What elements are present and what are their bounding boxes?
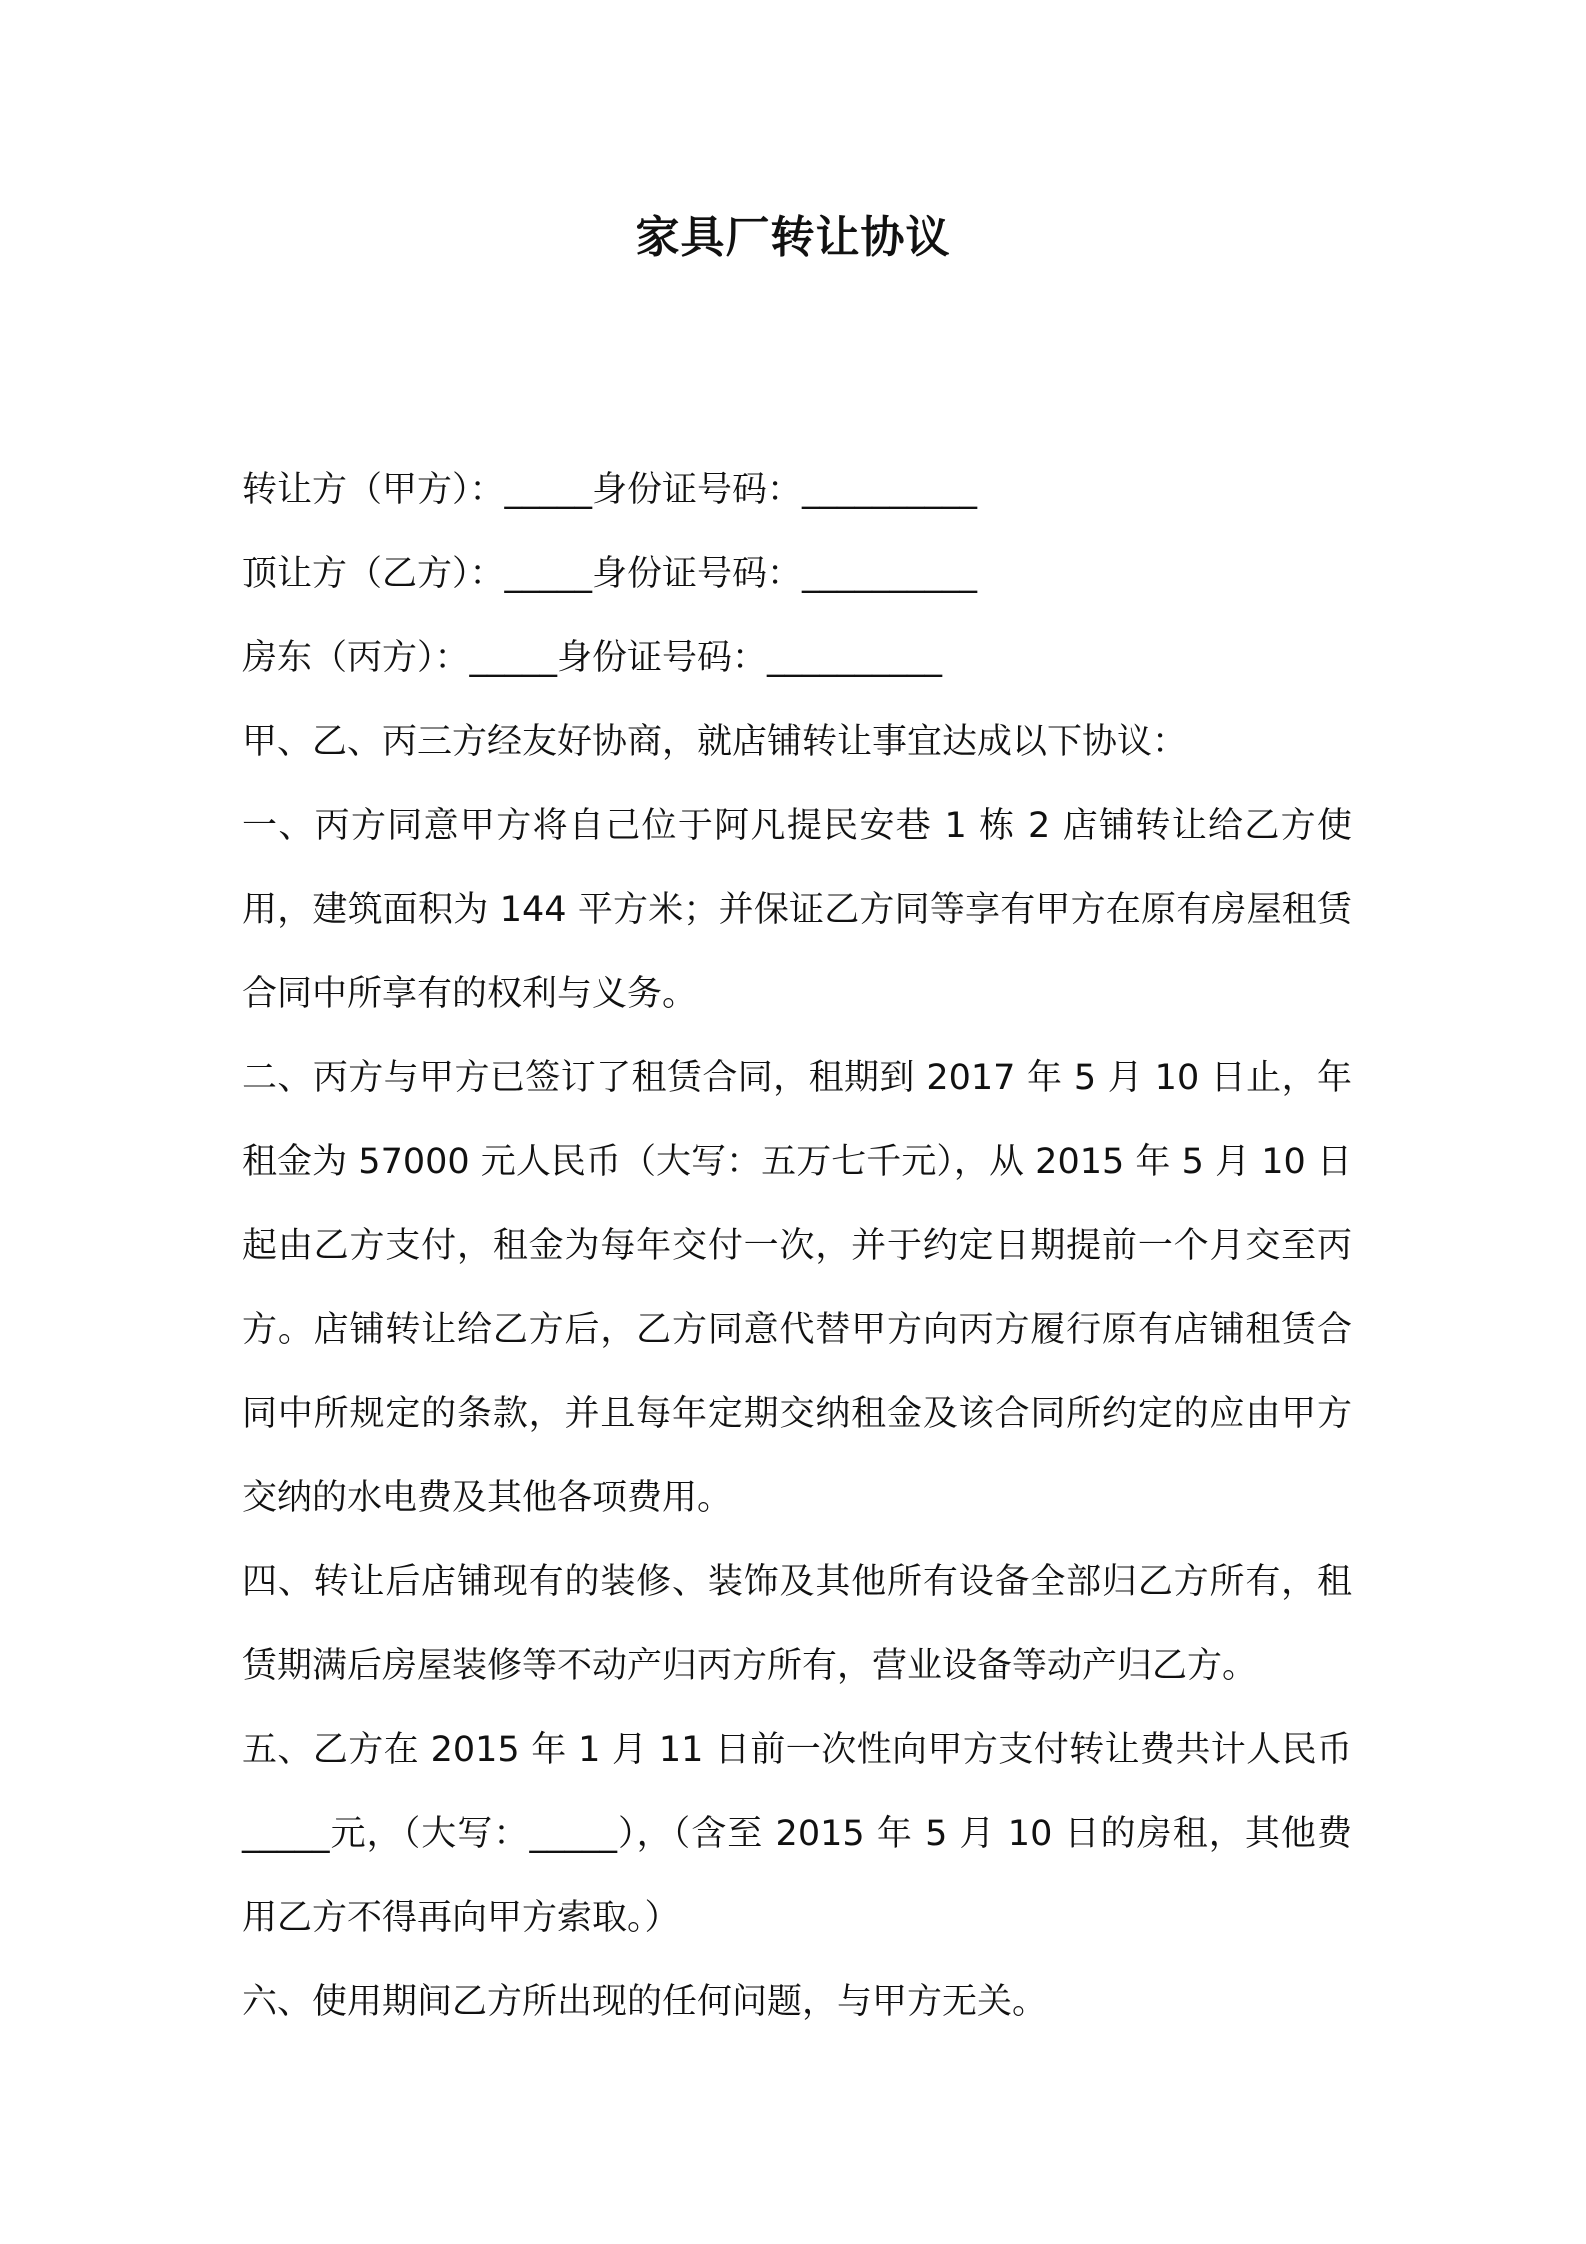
clause-5: 五、乙方在 2015 年 1 月 11 日前一次性向甲方支付转让费共计人民币_____元，（大写：_____），（含至 2015 年 5 月 10 日的房租，其他费用乙方不得再向甲方索取。） <box>242 1730 1352 1938</box>
party-line-transferee: 顶让方（乙方）：_____身份证号码：__________ <box>242 554 978 594</box>
intro-paragraph: 甲、乙、丙三方经友好协商，就店铺转让事宜达成以下协议： <box>242 722 1188 762</box>
document-body <box>242 448 1352 2044</box>
clause-4: 四、转让后店铺现有的装修、装饰及其他所有设备全部归乙方所有，租赁期满后房屋装修等不动产归丙方所有，营业设备等动产归乙方。 <box>242 1562 1352 1686</box>
party-line-transferor: 转让方（甲方）：_____身份证号码：__________ <box>242 470 978 510</box>
clause-6: 六、使用期间乙方所出现的任何问题，与甲方无关。 <box>242 1982 1048 2022</box>
party-line-landlord: 房东（丙方）：_____身份证号码：__________ <box>242 638 943 678</box>
clause-2: 二、丙方与甲方已签订了租赁合同，租期到 2017 年 5 月 10 日止，年租金为 57000 元人民币（大写：五万七千元），从 2015 年 5 月 10 日起由乙方支付，租金为每年交付一次，并于约定日期提前一个月交至丙方。店铺转让给乙方后，乙方同意代替甲方向丙方履行原有店铺租赁合同中所规定的条款，并且每年定期交纳租金及该合同所约定的应由甲方交纳的水电费及其他各项费用。 <box>242 1058 1352 1518</box>
document-title: 家具厂转让协议 <box>635 212 951 263</box>
clause-1: 一、丙方同意甲方将自己位于阿凡提民安巷 1 栋 2 店铺转让给乙方使用，建筑面积为 144 平方米；并保证乙方同等享有甲方在原有房屋租赁合同中所享有的权利与义务。 <box>242 806 1352 1014</box>
